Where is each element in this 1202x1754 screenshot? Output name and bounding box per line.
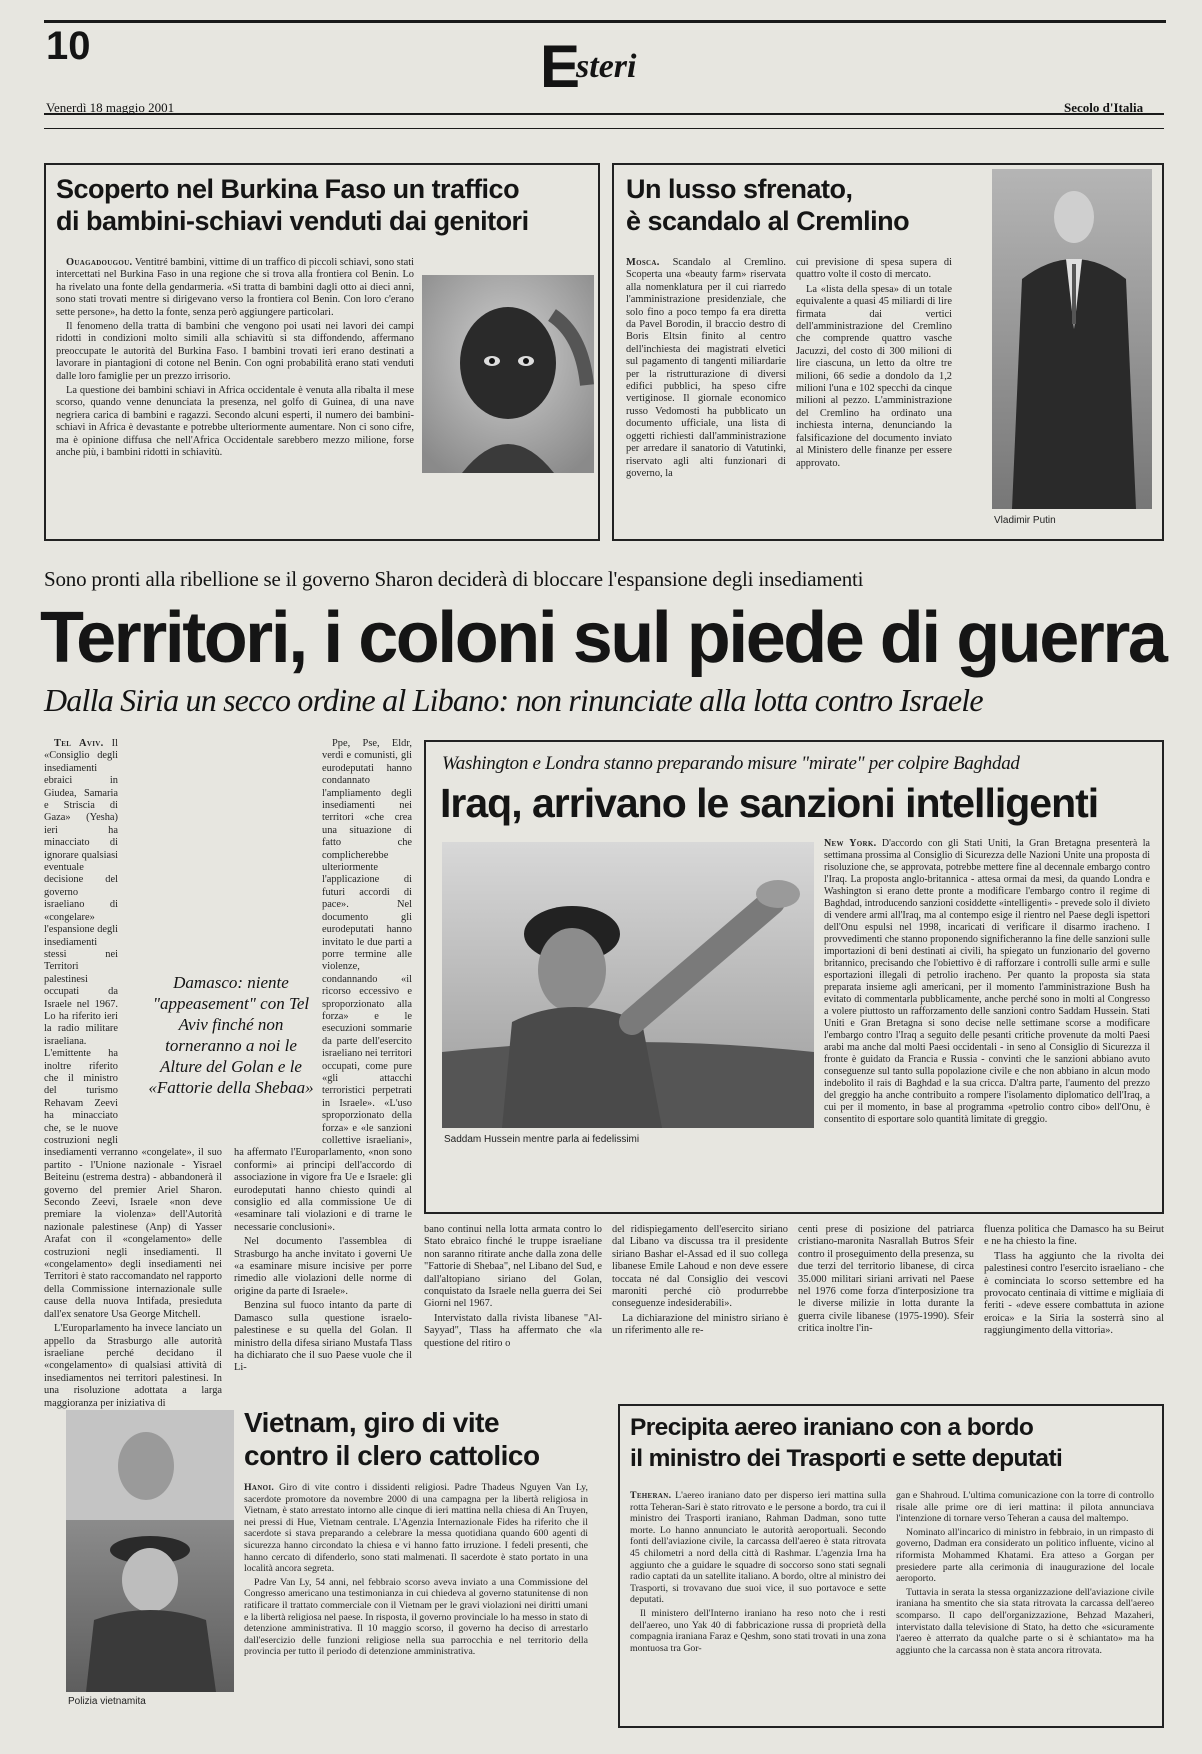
article-burkina bbox=[44, 163, 600, 541]
headline-line-2: il ministro dei Trasporti e sette deputati bbox=[630, 1445, 1063, 1472]
pullquote: Damasco: niente "appeasement" con Tel Aviv finché non torneranno a noi le Alture del Golan e le «Fattorie della Shebaa» bbox=[148, 973, 314, 1097]
photo-caption: Polizia vietnamita bbox=[68, 1696, 146, 1707]
article-body bbox=[244, 1482, 588, 1714]
headline-line-2: contro il clero cattolico bbox=[244, 1440, 540, 1471]
territori-col-4 bbox=[612, 1224, 788, 1358]
paragraph: Nominato all'incarico di ministro in febbraio, in un rimpasto di governo, Dadman era considerato un politico influente, vicino al riformista Mohammed Khatami. Era atteso a Gorgan per presiedere parte alla cerimonia di inaugurazione del locale aeroporto. bbox=[896, 1526, 1154, 1585]
headline bbox=[630, 1412, 1062, 1474]
section-title bbox=[540, 33, 637, 100]
paragraph: Ppe, Pse, Eldr, verdi e comunisti, gli eurodeputati hanno condannato l'ampliamento degli insediamenti nei territori «che crea una situazione di fatto che complicherebbe ulteriormente l'applicazione di futuri accordi di pace». Nel documento gli eurodeputati hanno invitato le due parti a porre termine alle violenze, condannando «il ricorso eccessivo e sproporzionato alla forza» e le esecuzioni sommarie da parte dell'esercito israeliano nei territori occupati, come pure «gli attacchi terroristici perpetrati in Israele». «L'uso sproporzionato della forza» e «le sanzioni collettive israeliani», ha affermato l'Europarlamento, «non sono conformi» ai principi dell'accordo di associazione in vigore fra Ue e Israele: gli eurodeputati hanno chiesto quindi al consiglio ed alla commissione Ue di «esaminare tali violazioni e di trarne le necessarie conclusioni». bbox=[234, 738, 413, 1233]
paragraph: Benzina sul fuoco intanto da parte di Damasco sulla questione israelo-palestinese e su quella del Golan. Il ministro della difesa siriano Mustafa Tlass ha dichiarato che il suo Paese vuole che il Li- bbox=[234, 1300, 412, 1374]
article-col-2 bbox=[896, 1490, 1154, 1720]
territori-col-6 bbox=[984, 1224, 1164, 1358]
headline bbox=[56, 173, 529, 237]
territori-kicker: Sono pronti alla ribellione se il governo Sharon deciderà di bloccare l'espansione degli insediamenti bbox=[44, 567, 864, 591]
paragraph: La «lista della spesa» di un totale equivalente a quasi 45 miliardi di lire firmata dai vertici dell'amministrazione del Cremlino che comprende quattro vasche Jacuzzi, del costo di 300 milioni di lire ciascuna, un letto da oltre tre milioni, 66 sedie a dondolo da 1,2 milioni l'una e 102 specchi da cinque milioni al pezzo. L'amministrazione del Cremlino ha ordinato una inchiesta interna, denunciando la falsificazione del documento inviato al Ministero delle finanze per essere approvato. bbox=[796, 283, 952, 469]
territori-col-3 bbox=[424, 1224, 602, 1358]
page-number: 10 bbox=[46, 24, 91, 68]
paragraph: Intervistato dalla rivista libanese "Al-Sayyad", Tlass ha affermato che «la questione del ritiro o bbox=[424, 1312, 602, 1349]
headline-line-2: di bambini-schiavi venduti dai genitori bbox=[56, 206, 529, 236]
paragraph: Tuttavia in serata la stessa organizzazione dell'aviazione civile iraniana ha smentito che sia stata ritrovata la carcassa dell'aereo scomparso. Il capo dell'organizzazione, Behzad Mazaheri, intervistato dalla televisione di Stato, ha detto che «sicuramente l'aereo è atterrato da qualche parte o si è schiantato» ma ha aggiunto che la carcassa non è stata ancora ritrovata. bbox=[896, 1586, 1154, 1656]
paragraph: Ouagadougou. Ventitré bambini, vittime di un traffico di piccoli schiavi, sono stati intercettati nel Burkina Faso in una regione che si trova alla frontiera col Benin. Lo ha rivelato una fonte della gendarmeria. «Si tratta di bambini dagli otto ai dieci anni, sono stati trovati mentre si dirigevano verso la frontiera col Benin. Con loro c'erano sette persone», ha detto la fonte, senza però aggiungere particolari. bbox=[56, 257, 414, 318]
header-rule-thin bbox=[44, 128, 1164, 129]
paragraph: fluenza politica che Damasco ha su Beirut e ne ha chiesto la fine. bbox=[984, 1224, 1164, 1248]
paragraph: del ridispiegamento dell'esercito siriano dal Libano va discussa tra il presidente siriano Bashar el-Assad ed il suo collega libanese Emile Lahoud e non deve essere toccata né dal Consiglio dei vescovi maroniti perché ciò produrrebbe conseguenze indesiderabili». bbox=[612, 1224, 788, 1310]
paragraph: New York. D'accordo con gli Stati Uniti, la Gran Bretagna presenterà la settimana prossima al Consiglio di Sicurezza delle Nazioni Unite una proposta di risoluzione che, se approvata, potrebbe mettere fine al decennale embargo contro l'Iraq. La proposta anglo-britannica - attesa ormai da mesi, da quando Londra e Washington si erano dette pronte a modificare l'embargo contro il regime di Baghdad, introducendo sanzioni cosiddette «intelligenti» - prevede solo il divieto di vendere armi all'Iraq, ma al contempo esige il rientro nel Paese degli ispettori dell'Onu espulsi nel 1998, incaricati di verificare il disarmo iracheno. I provvedimenti che stanno proponendo significheranno la fine delle sanzioni sulle importazioni di beni destinati ai civili, ha spiegato un funzionario del governo britannico, precisando che l'obiettivo è di rafforzare i controlli sulle armi e sulle esportazioni illegali di petrolio iracheno. Per quanto la proposta sia stata preparata insieme agli americani, per il momento l'amministrazione Bush ha evitato di commentarla pubblicamente, anche perché sono in molti al Congresso a volere piuttosto un rafforzamento delle sanzioni contro Saddam Hussein. Stati Uniti e Gran Bretagna si sono decise nelle settimane scorse a modificare l'embargo contro l'Iraq a seguito delle pesanti critiche provenute da molti Paesi arabi ma anche dal molti Paesi occidentali - in seno al Consiglio di Sicurezza il fronte è guidato da Francia e Russia - convinti che le sanzioni abbiano avuto conseguenze sul tanto sulla popolazione civile e che non abbiano in alcun modo indebolito il rais di Baghdad e la sua cricca. D'altra parte, l'aumento del prezzo del greggio ha anche contribuito a rompere l'isolamento diplomatico dell'Iraq, a cui per il momento, in base al programma «petrolio contro cibo» dell'Onu, è consentito di esportare solo quantità limitate di greggio. bbox=[824, 838, 1150, 1125]
saddam-photo bbox=[442, 842, 814, 1128]
paragraph: centi prese di posizione del patriarca cristiano-maronita Nasrallah Butros Sfeir contro il proseguimento della presenza, su due terzi del territorio libanese, di circa 35.000 militari siriani arrivati nel Paese nel 1976 come forza d'interposizione tra le diverse milizie in lotta durante la guerra civile libanese (1975-1990). Sfeir critica inoltre l'in- bbox=[798, 1224, 974, 1335]
article-iraq bbox=[424, 740, 1164, 1214]
paragraph: Tlass ha aggiunto che la rivolta dei palestinesi contro l'esercito israeliano - che è cominciata lo scorso settembre ed ha provocato centinaia di vittime e migliaia di feriti - «deve essere combattuta in azione eroica» e la Siria la sosterrà sino al raggiungimento della vittoria». bbox=[984, 1250, 1164, 1337]
paragraph: Il ministero dell'Interno iraniano ha reso noto che i resti dell'aereo, uno Yak 40 di fabbricazione russa di proprietà della compagnia iraniana Faraz e Qeshm, sono stati trovati in una zona montuosa tra Gor- bbox=[630, 1607, 886, 1654]
paragraph: gan e Shahroud. L'ultima comunicazione con la torre di controllo risale alle prime ore di ieri mattina: il pilota annunciava l'intenzione di tornare verso Teheran a causa del maltempo. bbox=[896, 1490, 1154, 1525]
headline bbox=[626, 173, 909, 237]
photo-caption: Vladimir Putin bbox=[994, 515, 1056, 526]
paragraph: Hanoi. Giro di vite contro i dissidenti religiosi. Padre Thadeus Nguyen Van Ly, sacerdote promotore da novembre 2000 di una campagna per la libertà religiosa in Vietnam, è stato arrestato intorno alle cinque di ieri mattina nella chiesa di An Truyen, nei pressi di Hue, Vietnam centrale. L'Agenzia Internazionale Fides ha riferito che il sacerdote si stava preparando a celebrare la messa quotidiana quando 600 agenti di sicurezza hanno circondato la chiesa e vi hanno fatto irruzione. I fedeli presenti, che hanno cercato di difenderlo, sono stati malmenati. Il sacerdote è stato portato in una località ancora segreta. bbox=[244, 1482, 588, 1575]
headline-line-2: è scandalo al Cremlino bbox=[626, 206, 910, 236]
iraq-kicker: Washington e Londra stanno preparando misure "mirate" per colpire Baghdad bbox=[442, 753, 1020, 774]
dateline: Teheran. bbox=[630, 1490, 672, 1501]
paragraph: La dichiarazione del ministro siriano è un riferimento alle re- bbox=[612, 1312, 788, 1337]
section-initial: E bbox=[540, 33, 581, 100]
article-col-1 bbox=[626, 257, 786, 533]
header-rule bbox=[44, 113, 1164, 115]
dateline: Mosca. bbox=[626, 257, 660, 268]
territori-headline: Territori, i coloni sul piede di guerra bbox=[40, 598, 1166, 678]
iraq-body bbox=[824, 838, 1150, 1202]
top-rule bbox=[44, 20, 1166, 23]
police-photo bbox=[66, 1410, 234, 1692]
territori-col-5 bbox=[798, 1224, 974, 1358]
dateline: Tel Aviv. bbox=[54, 738, 104, 749]
dateline: New York. bbox=[824, 838, 877, 849]
paragraph: Mosca. Scandalo al Cremlino. Scoperta una «beauty farm» riservata alla nomenklatura per il cui riarredo l'amministrazione presidenziale, che solo fino a poco tempo fa era diretta da Pavel Borodin, il braccio destro di Boris Eltsin finito al centro dell'inchiesta dei magistrati elvetici sul pagamento di tangenti miliardarie per la ristrutturazione di diversi edifici pubblici, ha speso cifre vertiginose. Il giornale economico russo Vedomosti ha pubblicato un documento ufficiale, una lista di oggetti richiesti dall'amministrazione per arredare il sanatorio di Vatutinki, riservato agli alti funzionari di governo, la bbox=[626, 257, 786, 479]
paragraph: Tel Aviv. Il «Consiglio degli insediamenti ebraici in Giudea, Samaria e Striscia di Gaza» (Yesha) ieri ha minacciato di ignorare qualsiasi eventuale decisione del governo israeliano di «congelare» l'espansione degli insediamenti stessi nei Territori palestinesi occupati da Israele nel 1967. Lo ha riferito ieri la radio militare israeliana. L'emittente ha inoltre riferito che il ministro del turismo Rehavam Zeevi ha minacciato che, se le nuove costruzioni negli insediamenti verranno «congelate», il suo partito - l'Unione nazionale - Yisrael Beiteinu (estrema destra) - abbandonerà il governo del premier Ariel Sharon. Secondo Zeevi, Israele «non deve premiare la violenza» dell'Autorità nazionale palestinese (Anp) di Yasser Arafat con il «congelamento» delle costruzioni negli insediamenti. Il «congelamento» degli insediamenti nei Territori è stato raccomandato nel rapporto della Commissione internazionale sulle cause della nuova Intifada, presieduta dall'ex senatore Usa George Mitchell. bbox=[44, 738, 222, 1320]
paragraph: Nel documento l'assemblea di Strasburgo ha anche invitato i governi Ue «a esaminare misure incisive per porre rimedio alle violazioni delle norme di origine da parte di Israele». bbox=[234, 1236, 412, 1297]
child-photo bbox=[422, 275, 594, 473]
article-col-1 bbox=[630, 1490, 886, 1720]
paper-name: Secolo d'Italia bbox=[1064, 100, 1144, 115]
headline-line-1: Un lusso sfrenato, bbox=[626, 174, 853, 204]
paragraph: L'Europarlamento ha invece lanciato un appello da Strasburgo alle autorità israeliane perché decidano il «congelamento» di qualsiasi attività di insediamentos nei territori palestinesi. In una risoluzione adottata a larga maggioranza per iniziativa di bbox=[44, 1323, 222, 1409]
headline-line-1: Precipita aereo iraniano con a bordo bbox=[630, 1414, 1034, 1441]
headline-line-1: Scoperto nel Burkina Faso un traffico bbox=[56, 174, 520, 204]
article-vietnam bbox=[56, 1402, 600, 1722]
paragraph: Teheran. L'aereo iraniano dato per disperso ieri mattina sulla rotta Teheran-Sari è stato ritrovato e le persone a bordo, tra cui il ministro dei Trasporti iraniano, Rahman Dadman, sono tutte morte. Lo hanno annunciato le autorità aeroportuali. Secondo fonti dell'aviazione civile, la carcassa dell'aereo è stata ritrovata 45 chilometri a nord della città di Rashmar. L'agenzia Irna ha aggiunto che a guidare le squadre di soccorso sono stati segnali radio captati da un satellite italiano. A bordo, oltre al ministro dei Trasporti, si trovavano due suoi vice, il suo portavoce e sette deputati. bbox=[630, 1490, 886, 1606]
dateline: Ouagadougou. bbox=[66, 257, 133, 268]
iraq-headline: Iraq, arrivano le sanzioni intelligenti bbox=[440, 780, 1099, 826]
photo-caption: Saddam Hussein mentre parla ai fedelissimi bbox=[444, 1134, 640, 1145]
paragraph: cui previsione di spesa supera di quattro volte il costo di mercato. bbox=[796, 257, 952, 281]
paragraph: bano continui nella lotta armata contro lo Stato ebraico finché le truppe israeliane non saranno ritirate anche dalla zona delle "Fattorie di Shebaa", nel Libano del Sud, e dall'altopiano siriano del Golan, conquistato da Israele nella guerra dei Sei Giorni nel 1967. bbox=[424, 1224, 602, 1310]
article-aereo bbox=[618, 1404, 1164, 1728]
issue-date: Venerdì 18 maggio 2001 bbox=[46, 100, 175, 115]
paragraph: Il fenomeno della tratta di bambini che vengono poi usati nei lavori dei campi ridotti in condizioni molto simili alla schiavitù si sta diffondendo, affermano preoccupate le autorità del Burkina Faso. I bambini trovati ieri erano destinati a lavorare in piantagioni di cotone nel Benin. Con ogni probabilità erano stati venduti dalle loro famiglie per un prezzo irrisorio. bbox=[56, 321, 414, 382]
paragraph: Padre Van Ly, 54 anni, nel febbraio scorso aveva inviato a una Commissione del Congresso americano una testimonianza in cui chiedeva al governo statunitense di non ratificare il trattato commerciale con il Vietnam per le gravi violazioni nei diritti umani e la libertà religiosa nel paese. In risposta, il governo provinciale lo ha messo in stato di detenzione amministrativa. Il 10 maggio scorso, il governo ha deciso di arrestarlo dall'esercizio delle funzioni religiose nella sua parrocchia e nel territorio della provincia per tutto il periodo di detenzione amministrativa. bbox=[244, 1576, 588, 1658]
article-col-2 bbox=[796, 257, 952, 533]
dateline: Hanoi. bbox=[244, 1482, 275, 1493]
territori-subhead: Dalla Siria un secco ordine al Libano: non rinunciate alla lotta contro Israele bbox=[44, 682, 983, 718]
headline bbox=[244, 1406, 540, 1472]
paragraph: La questione dei bambini schiavi in Africa occidentale è venuta alla ribalta il mese scorso, quando venne denunciata la presenza, nel golfo di Guinea, di una nave negriera carica di bambini e ragazzi. Secondo alcuni esperti, il numero dei bambini-schiavi in Africa è devastante e potrebbe ulteriormente aumentare. Non ci sono cifre, ma è opinione diffusa che nell'Africa Occidentale sarebbero mezzo milione, forse anche più, i bambini ridotti in schiavitù. bbox=[56, 385, 414, 459]
putin-photo bbox=[992, 169, 1152, 509]
section-name: steri bbox=[576, 48, 637, 85]
headline-line-1: Vietnam, giro di vite bbox=[244, 1407, 500, 1438]
article-cremlino bbox=[612, 163, 1164, 541]
